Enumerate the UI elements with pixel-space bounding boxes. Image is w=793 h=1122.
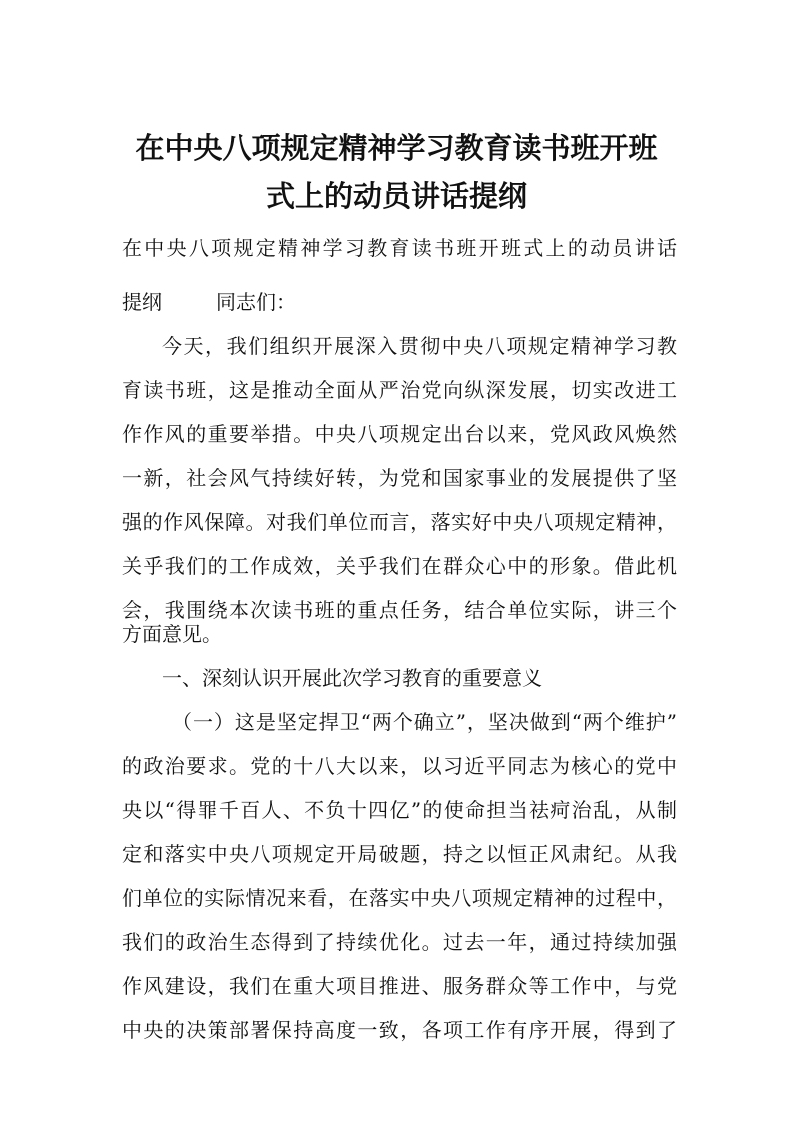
body-line: 会，我围绕本次读书班的重点任务，结合单位实际，讲三个: [122, 598, 677, 622]
body-line: 育读书班，这是推动全面从严治党向纵深发展，切实改进工: [122, 378, 677, 402]
body-line: 一新，社会风气持续好转，为党和国家事业的发展提供了坚: [122, 466, 677, 490]
body-line: [122, 282, 677, 322]
body-line: 强的作风保障。对我们单位而言，落实好中央八项规定精神，: [122, 510, 677, 534]
body-line: 的政治要求。党的十八大以来，以习近平同志为核心的党中: [122, 754, 677, 778]
body-line: 中央的决策部署保持高度一致，各项工作有序开展，得到了: [122, 1018, 677, 1042]
body-line: 定和落实中央八项规定开局破题，持之以恒正风肃纪。从我: [122, 842, 677, 866]
body-line: 作作风的重要举措。中央八项规定出台以来，党风政风焕然: [122, 422, 677, 446]
body-line: 方面意见。: [122, 622, 222, 646]
document-title-line-2: 式上的动员讲话提纲: [265, 179, 527, 213]
document-title-line-1: 在中央八项规定精神学习教育读书班开班: [135, 131, 658, 165]
body-line: 们单位的实际情况来看，在落实中央八项规定精神的过程中，: [122, 886, 677, 910]
body-text: 提纲: [122, 290, 162, 314]
body-line: 关乎我们的工作成效，关乎我们在群众心中的形象。借此机: [122, 554, 677, 578]
body-line: 我们的政治生态得到了持续优化。过去一年，通过持续加强: [122, 930, 677, 954]
body-line: 作风建设，我们在重大项目推进、服务群众等工作中，与党: [122, 974, 677, 998]
body-line: 在中央八项规定精神学习教育读书班开班式上的动员讲话: [122, 236, 677, 260]
body-line: 央以“得罪千百人、不负十四亿”的使命担当祛疴治乱，从制: [122, 798, 677, 822]
salutation: 同志们：: [216, 290, 296, 314]
body-line: 今天，我们组织开展深入贯彻中央八项规定精神学习教: [162, 334, 677, 358]
subsection-heading: （一）这是坚定捍卫“两个确立”，坚决做到“两个维护”: [172, 710, 677, 734]
section-heading: 一、深刻认识开展此次学习教育的重要意义: [162, 666, 542, 690]
